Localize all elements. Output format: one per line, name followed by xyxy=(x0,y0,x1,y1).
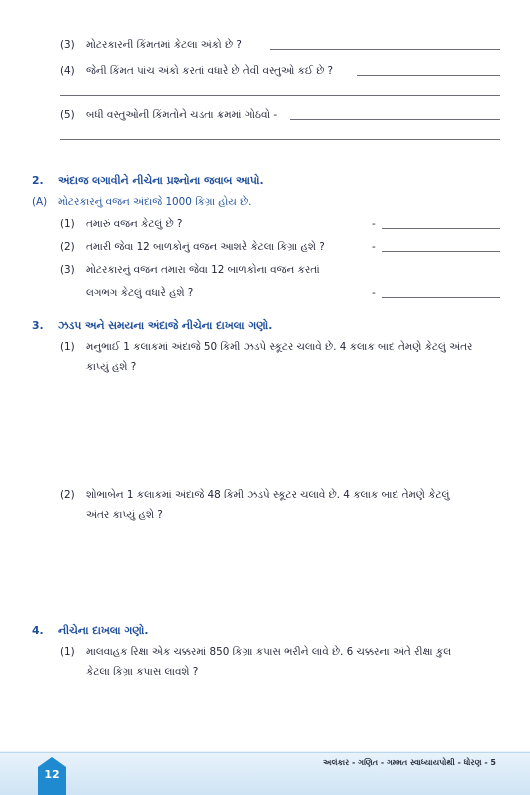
item-text: માલવાહક રિક્ષા એક ચક્કરમાં 850 કિગ્રા કપાસ ભરીને લાવે છે. 6 ચક્કરના અંતે રીક્ષા કુલ xyxy=(86,646,452,658)
section-2-item-1 xyxy=(60,218,182,231)
item-text: મોટરકારનું વજન તમારા જેવા 12 બાળકોના વજન કરતાં xyxy=(86,264,320,276)
answer-dash: - xyxy=(372,287,376,299)
item-number: (1) xyxy=(60,218,75,230)
question-number: (3) xyxy=(60,39,75,51)
section-3-item-1-continued: કાપ્યું હશે ? xyxy=(86,361,137,373)
question-number: (4) xyxy=(60,65,75,77)
section-2-item-2 xyxy=(60,241,325,254)
section-3-heading xyxy=(32,319,272,333)
answer-line xyxy=(270,49,500,50)
item-text: તમારું વજન કેટલું છે ? xyxy=(86,218,183,230)
section-4-item-1-continued: કેટલા કિગ્રા કપાસ લાવશે ? xyxy=(86,666,199,678)
item-number: (1) xyxy=(60,341,75,353)
section-2-item-3-continued: લગભગ કેટલું વધારે હશે ? xyxy=(86,287,194,299)
section-number: 4. xyxy=(32,624,44,637)
question-text: જેની કિંમત પાંચ અંકો કરતાં વધારે છે તેવી વસ્તુઓ કઈ છે ? xyxy=(86,65,334,77)
item-number: (2) xyxy=(60,489,75,501)
answer-dash: - xyxy=(372,218,376,230)
question-text: મોટરકારની કિંમતમાં કેટલા અંકો છે ? xyxy=(86,39,242,51)
answer-line xyxy=(382,297,500,298)
answer-line xyxy=(357,75,500,76)
answer-line xyxy=(60,139,500,140)
question-number: (5) xyxy=(60,109,75,121)
section-title: ઝડપ અને સમયના અંદાજે નીચેના દાખલા ગણો. xyxy=(58,319,273,332)
item-number: (3) xyxy=(60,264,75,276)
answer-line xyxy=(382,228,500,229)
section-3-item-1 xyxy=(60,341,472,354)
section-title: અંદાજ લગાવીને નીચેના પ્રશ્નોના જવાબ આપો. xyxy=(58,174,264,187)
footer-divider xyxy=(0,752,530,753)
answer-dash: - xyxy=(372,241,376,253)
item-text: મનુભાઈ 1 કલાકમાં અંદાજે 50 કિમી ઝડપે સ્કૂટર ચલાવે છે. 4 કલાક બાદ તેમણે કેટલું અંતર xyxy=(86,341,473,353)
section-number: 2. xyxy=(32,174,44,187)
answer-line xyxy=(382,251,500,252)
answer-line xyxy=(60,95,500,96)
question-3 xyxy=(60,39,242,52)
sub-text: મોટરકારનું વજન અંદાજે 1000 કિગ્રા હોય છે. xyxy=(58,196,252,208)
section-3-item-2-continued: અંતર કાપ્યું હશે ? xyxy=(86,509,163,521)
item-number: (2) xyxy=(60,241,75,253)
section-2-item-3 xyxy=(60,264,320,277)
section-2-heading xyxy=(32,174,264,188)
section-title: નીચેના દાખલા ગણો. xyxy=(58,624,149,637)
section-2-subheading xyxy=(32,196,251,209)
page-number: 12 xyxy=(44,768,60,781)
section-4-item-1 xyxy=(60,646,451,659)
question-text: બધી વસ્તુઓની કિંમતોને ચડતા ક્રમમાં ગોઠવો - xyxy=(86,109,278,121)
sub-label: (A) xyxy=(32,196,48,208)
question-4 xyxy=(60,65,333,78)
answer-line xyxy=(290,119,500,120)
section-3-item-2 xyxy=(60,489,449,502)
book-title: અલંકાર - ગણિત - ગમ્મત સ્વાધ્યાયપોથી - ધોરણ - 5 xyxy=(323,758,496,767)
item-text: તમારી જેવા 12 બાળકોનું વજન આશરે કેટલા કિગ્રા હશે ? xyxy=(86,241,325,253)
item-text: શોભાબેન 1 કલાકમાં અંદાજે 48 કિમી ઝડપે સ્કૂટર ચલાવે છે. 4 કલાક બાદ તેમણે કેટલું xyxy=(86,489,450,501)
section-4-heading xyxy=(32,624,148,638)
section-number: 3. xyxy=(32,319,44,332)
question-5 xyxy=(60,109,277,122)
item-number: (1) xyxy=(60,646,75,658)
